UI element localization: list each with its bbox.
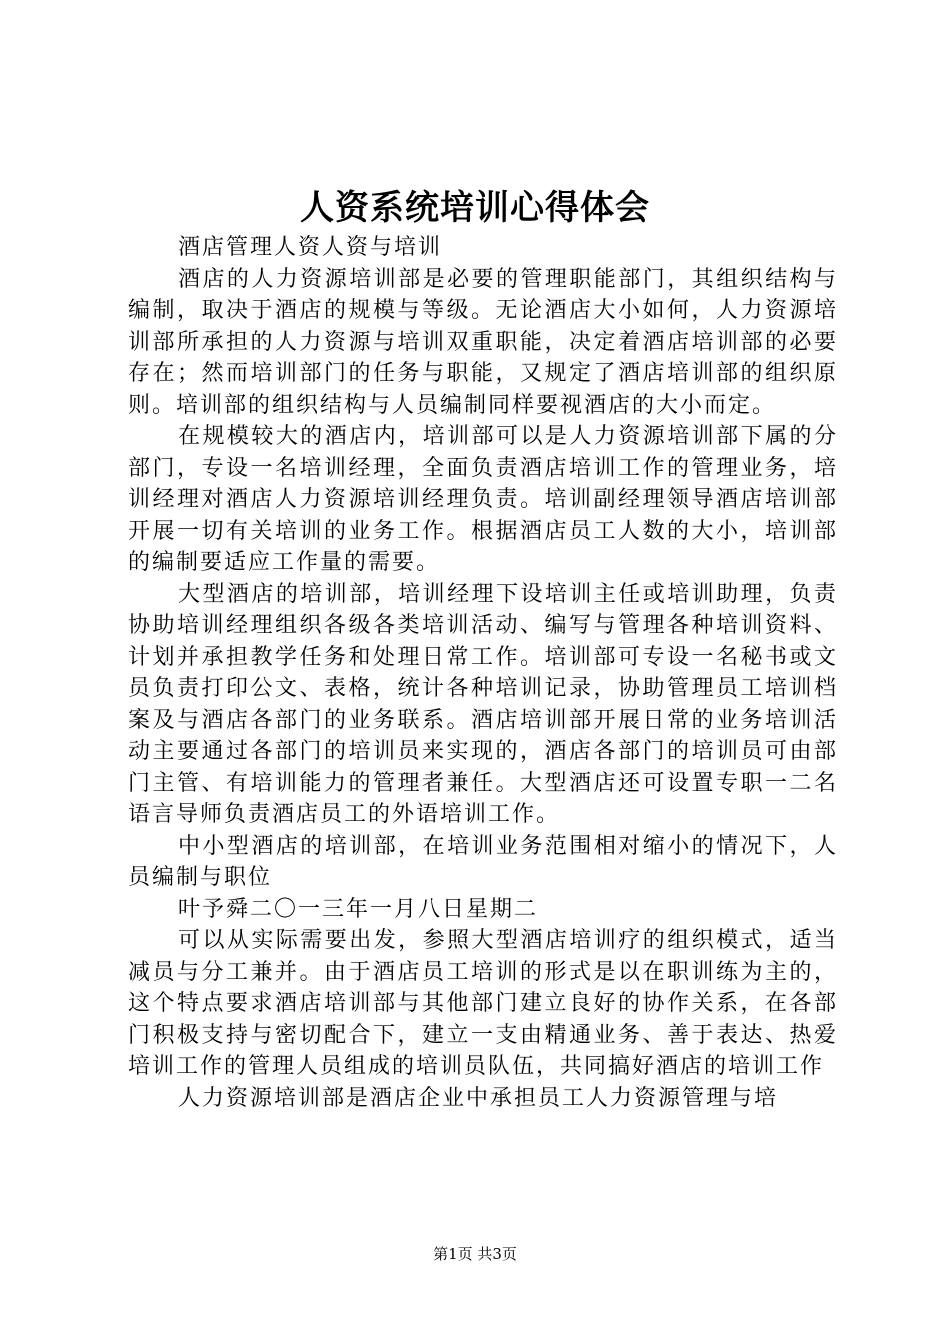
paragraph-4: 中小型酒店的培训部，在培训业务范围相对缩小的情况下，人员编制与职位 [128,833,838,890]
paragraph-6: 人力资源培训部是酒店企业中承担员工人力资源管理与培 [178,1085,779,1111]
paragraph-subtitle: 酒店管理人资人资与培训 [178,235,443,260]
author-date-line: 叶予舜二〇一三年一月八日星期二 [178,896,539,922]
document-title: 人资系统培训心得体会 [300,188,650,228]
paragraph-5: 可以从实际需要出发，参照大型酒店培训疗的组织模式，适当减员与分工兼并。由于酒店员工培训的形式是以在职训练为主的，这个特点要求酒店培训部与其他部门建立良好的协作关系，在各部门积极支持与密切配合下，建立一支由精通业务、善于表达、热爱培训工作的管理人员组成的培训员队伍，共同搞好酒店的培训工作 [128,928,838,1079]
page-footer: 第1页 共3页 [433,1245,517,1263]
paragraph-3: 大型酒店的培训部，培训经理下设培训主任或培训助理，负责协助培训经理组织各级各类培训活动、编写与管理各种培训资料、计划并承担教学任务和处理日常工作。培训部可专设一名秘书或文员负责打印公文、表格，统计各种培训记录，协助管理员工培训档案及与酒店各部门的业务联系。酒店培训部开展日常的业务培训活动主要通过各部门的培训员来实现的，酒店各部门的培训员可由部门主管、有培训能力的管理者兼任。大型酒店还可设置专职一二名语言导师负责酒店员工的外语培训工作。 [128,581,838,827]
paragraph-1: 酒店的人力资源培训部是必要的管理职能部门，其组织结构与编制，取决于酒店的规模与等级。无论酒店大小如何，人力资源培训部所承担的人力资源与培训双重职能，决定着酒店培训部的必要存在；然而培训部门的任务与职能，又规定了酒店培训部的组织原则。培训部的组织结构与人员编制同样要视酒店的大小而定。 [128,266,838,418]
paragraph-2: 在规模较大的酒店内，培训部可以是人力资源培训部下属的分部门，专设一名培训经理，全面负责酒店培训工作的管理业务，培训经理对酒店人力资源培训经理负责。培训副经理领导酒店培训部开展一切有关培训的业务工作。根据酒店员工人数的大小，培训部的编制要适应工作量的需要。 [128,424,838,575]
document-body [128,232,838,1114]
